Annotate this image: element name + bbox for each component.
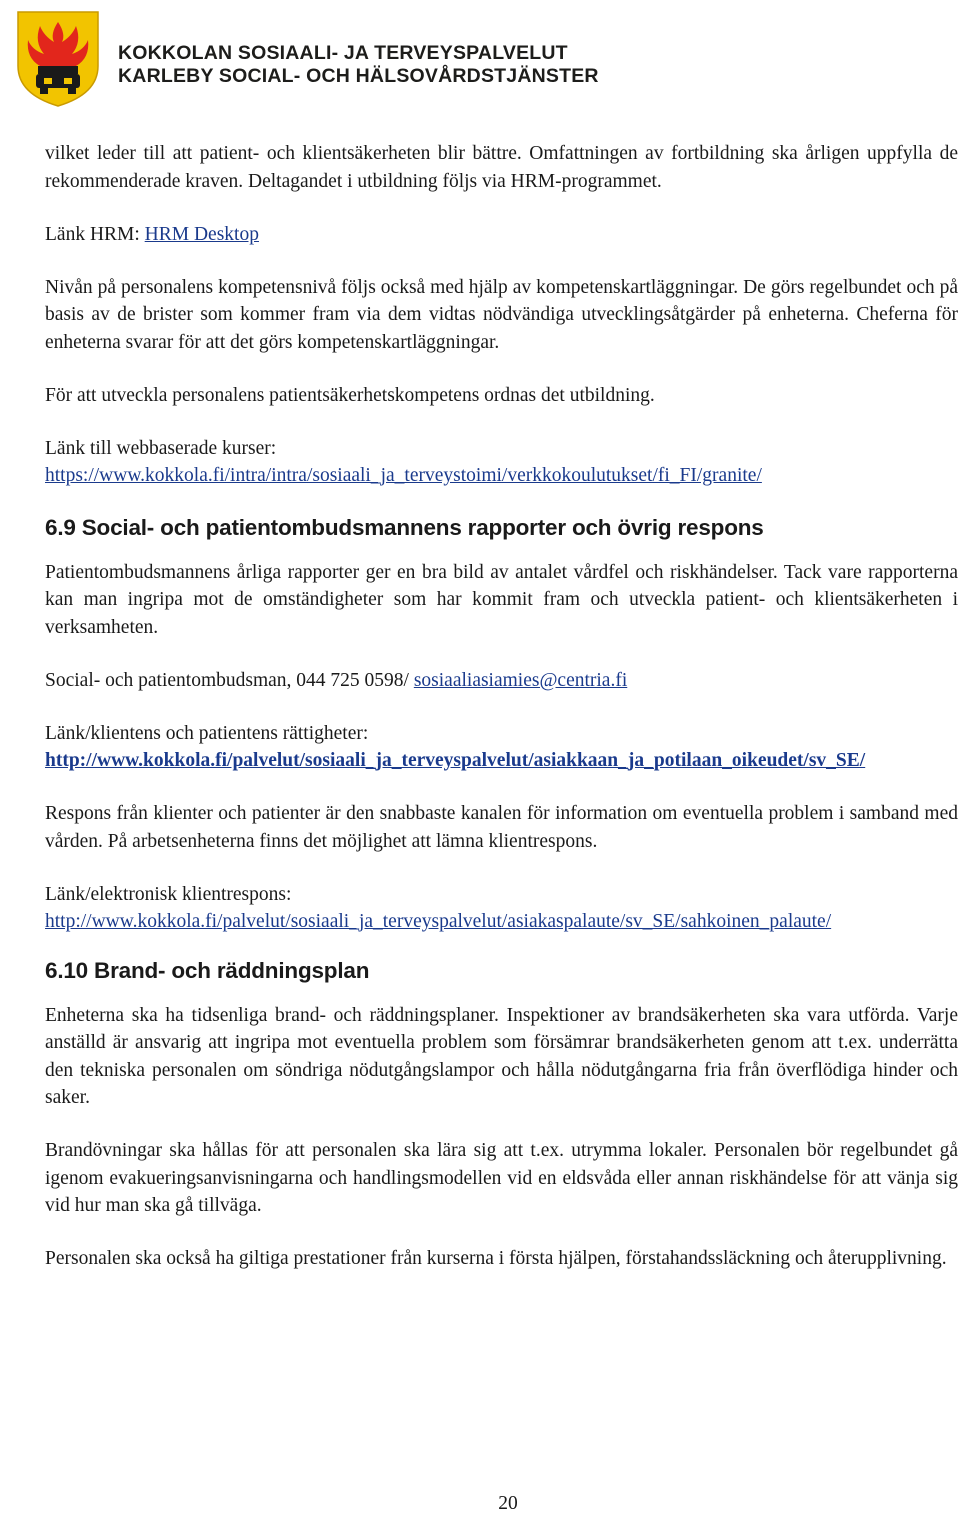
organization-name: [118, 42, 599, 88]
courses-link[interactable]: https://www.kokkola.fi/intra/intra/sosiaali_ja_terveystoimi/verkkokoulutukset/fi_FI/granite/: [45, 465, 762, 486]
feedback-link-label: Länk/elektronisk klientrespons:: [45, 883, 292, 905]
org-name-swedish: KARLEBY SOCIAL- OCH HÄLSOVÅRDSTJÄNSTER: [118, 65, 599, 87]
ombudsman-contact: [45, 667, 958, 695]
hrm-link-line: [45, 221, 958, 249]
paragraph-feedback: Respons från klienter och patienter är den snabbaste kanalen för information om eventuella problem i samband med vården. På arbetsenheterna finns det möjlighet att lämna klientrespons.: [45, 803, 958, 852]
paragraph-fire-drills: Brandövningar ska hållas för att personalen ska lära sig att t.ex. utrymma lokaler. Personalen bör regelbundet gå igenom evakueringsanvisningarna och handlingsmodellen vid en eldsvåda eller annan riskhändelse för att vänja sig vid hur man ska gå tillväga.: [45, 1140, 958, 1216]
section-heading-6-9: 6.9 Social- och patientombudsmannens rapporter och övrig respons: [45, 514, 764, 540]
ombudsman-email-link[interactable]: sosiaaliasiamies@centria.fi: [413, 669, 628, 691]
kokkola-crest-icon: [14, 8, 102, 108]
paragraph-first-aid: Personalen ska också ha giltiga prestationer från kurserna i första hjälpen, förstahandssläckning och återupplivning.: [45, 1248, 947, 1269]
section-heading-6-10: 6.10 Brand- och räddningsplan: [45, 957, 370, 983]
paragraph-competence-mapping: Nivån på personalens kompetensnivå följs också med hjälp av kompetenskartläggningar. De görs regelbundet och på basis av de brister som kommer fram via dem vidtas nödvändiga utvecklingsåtgärder på enheterna. Cheferna för enheterna svarar för att det görs kompetenskartläggningar.: [45, 276, 958, 353]
hrm-desktop-link[interactable]: HRM Desktop: [144, 223, 259, 245]
page-number: 20: [498, 1493, 518, 1514]
document-body: [45, 140, 958, 1273]
paragraph-training: vilket leder till att patient- och klientsäkerheten blir bättre. Omfattningen av fortbildning ska årligen uppfylla de rekommenderade kraven. Deltagandet i utbildning följs via HRM-programmet.: [45, 143, 958, 192]
ombudsman-contact-text: Social- och patientombudsman, 044 725 0598/: [45, 669, 414, 691]
feedback-link[interactable]: http://www.kokkola.fi/palvelut/sosiaali_ja_terveyspalvelut/asiakaspalaute/sv_SE/sahkoinen_palaute/: [45, 911, 832, 932]
paragraph-ombudsman-reports: Patientombudsmannens årliga rapporter ger en bra bild av antalet vårdfel och riskhändelser. Tack vare rapporterna kan man ingripa mot de omständigheter som har kommit fram och utveckla patient- och klientsäkerheten i verksamheten.: [45, 561, 958, 638]
paragraph-training-patient-safety: För att utveckla personalens patientsäkerhetskompetens ordnas det utbildning.: [45, 384, 655, 406]
rights-link-label: Länk/klientens och patientens rättigheter:: [45, 722, 369, 744]
rights-link[interactable]: http://www.kokkola.fi/palvelut/sosiaali_ja_terveyspalvelut/asiakkaan_ja_potilaan_oikeudet/sv_SE/: [45, 750, 866, 771]
paragraph-fire-plans: Enheterna ska ha tidsenliga brand- och räddningsplaner. Inspektioner av brandsäkerheten ska vara utförda. Varje anställd är ansvarig att ingripa mot eventuella problem som försämrar brandsäkerheten genom att t.ex. underrätta den tekniska personalen om söndriga nödutgångslampor och hålla nödutgångarna fria från överflödiga hinder och saker.: [45, 1004, 958, 1108]
page-header: [14, 8, 714, 108]
courses-link-label: Länk till webbaserade kurser:: [45, 437, 277, 459]
hrm-link-label: Länk HRM:: [45, 223, 145, 245]
org-name-finnish: KOKKOLAN SOSIAALI- JA TERVEYSPALVELUT: [118, 42, 568, 64]
